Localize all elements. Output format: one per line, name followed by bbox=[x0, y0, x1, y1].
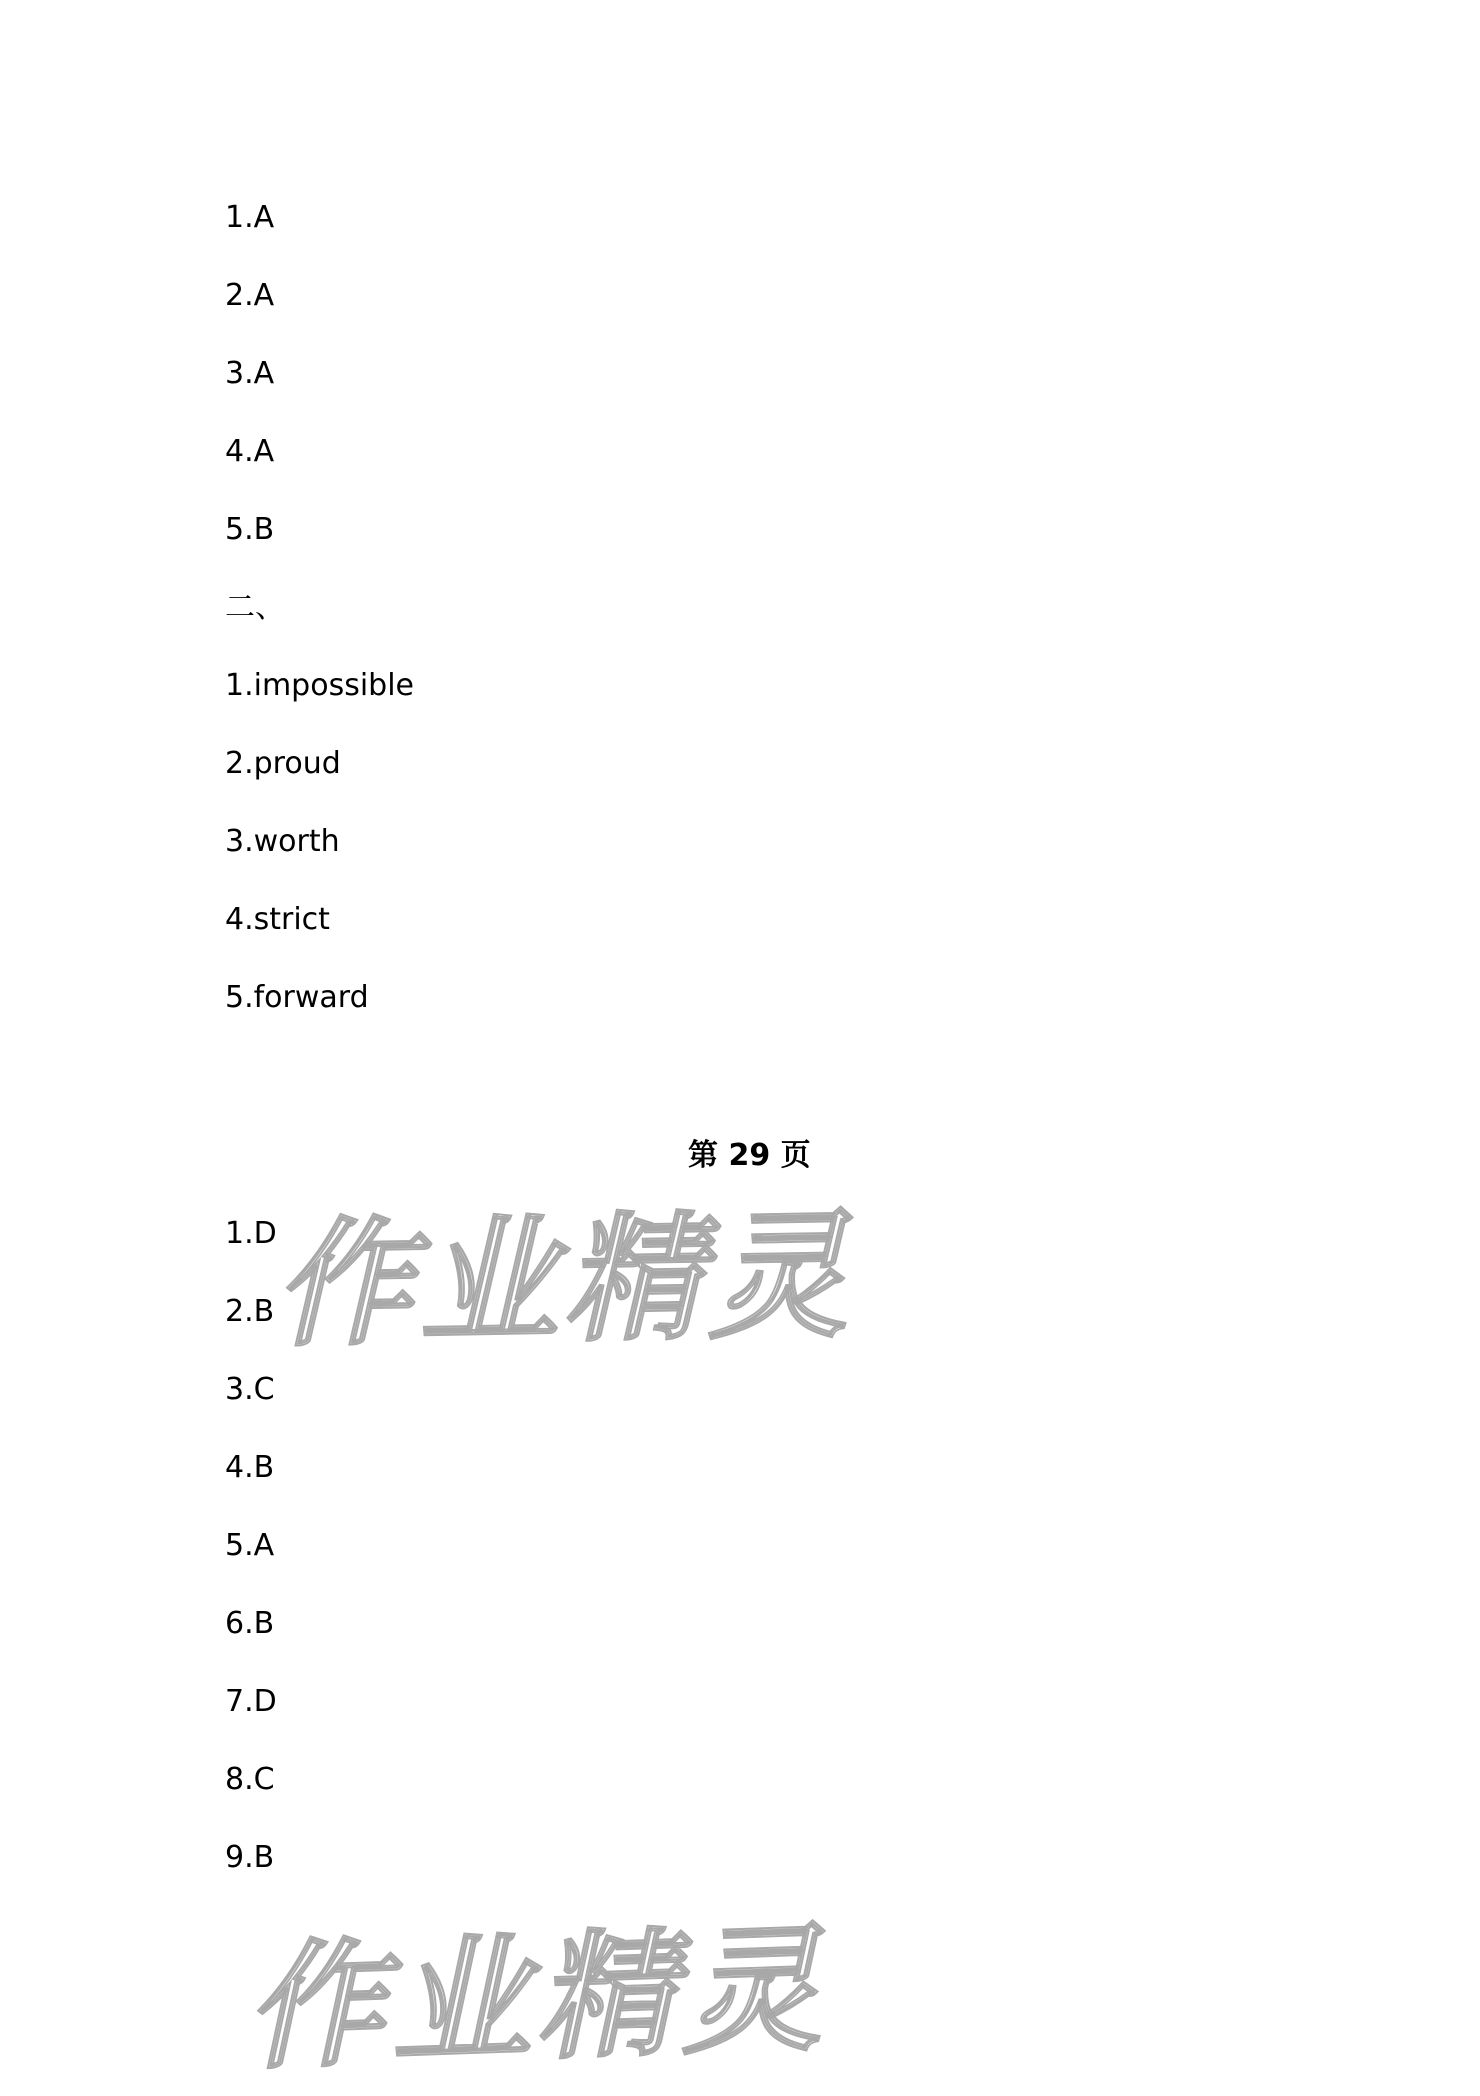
answer-item: 4.A bbox=[225, 434, 275, 469]
answer-item: 5.B bbox=[225, 512, 275, 547]
answer-item: 3.C bbox=[225, 1372, 275, 1407]
answer-item: 4.strict bbox=[225, 902, 330, 937]
page-heading: 第 29 页 bbox=[688, 1138, 811, 1173]
answer-item: 1.impossible bbox=[225, 668, 415, 703]
answer-item: 2.proud bbox=[225, 746, 341, 781]
answer-item: 8.C bbox=[225, 1762, 275, 1797]
answer-item: 3.A bbox=[225, 356, 275, 391]
answer-item: 9.B bbox=[225, 1840, 275, 1875]
answer-item: 1.A bbox=[225, 200, 275, 235]
watermark: 作业精灵 bbox=[267, 1194, 884, 1367]
answer-item: 5.A bbox=[225, 1528, 275, 1563]
answer-item: 3.worth bbox=[225, 824, 340, 859]
answer-item: 5.forward bbox=[225, 980, 369, 1015]
answer-item: 2.B bbox=[225, 1294, 275, 1329]
answer-item: 6.B bbox=[225, 1606, 275, 1641]
section-heading: 二、 bbox=[225, 590, 285, 625]
answer-item: 2.A bbox=[225, 278, 275, 313]
answer-item: 4.B bbox=[225, 1450, 275, 1485]
watermark: 作业精灵 bbox=[239, 1907, 856, 2089]
answer-item: 7.D bbox=[225, 1684, 277, 1719]
answer-item: 1.D bbox=[225, 1216, 277, 1251]
